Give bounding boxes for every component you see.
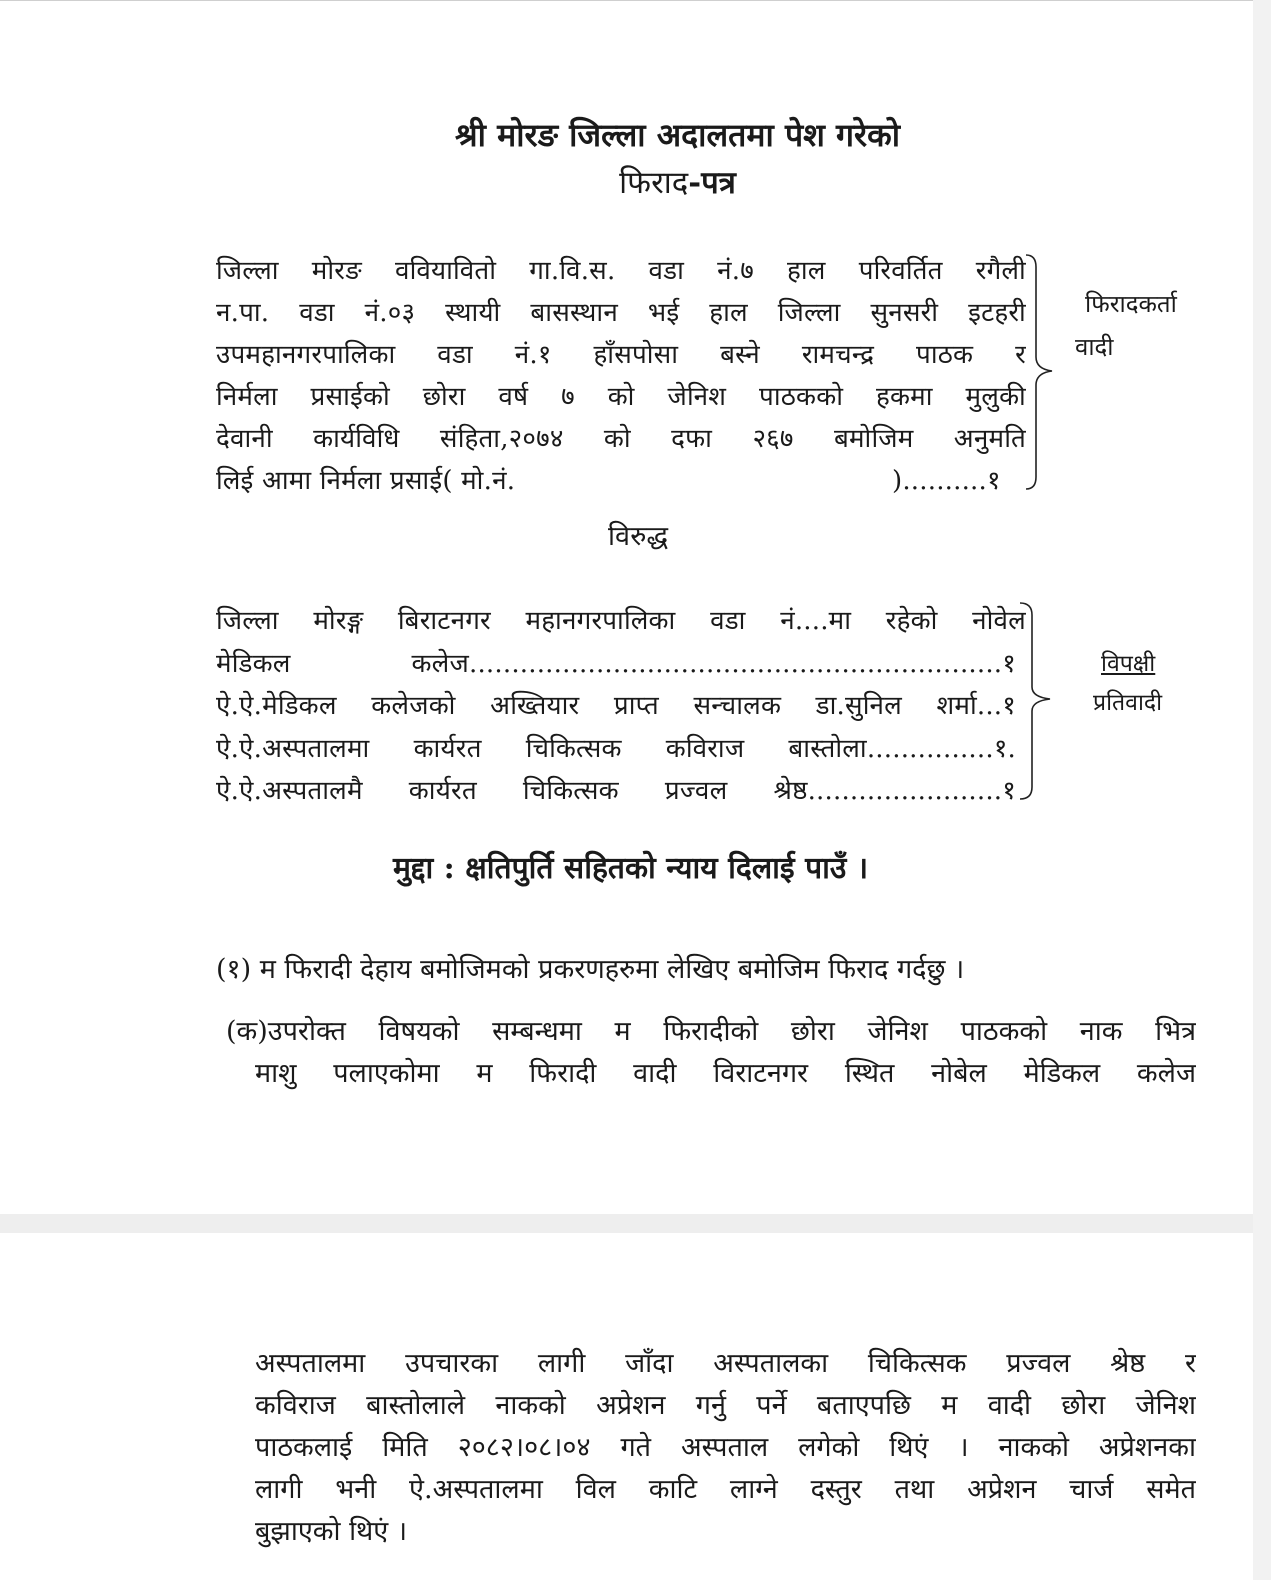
plaintiff-label-2: वादी (1075, 333, 1114, 361)
document-page-2 (0, 1233, 1253, 1580)
plaintiff-last-line-right: )..........१ (892, 466, 1001, 496)
defendants-label-2: प्रतिवादी (1093, 690, 1163, 716)
viewer-scroll-gutter (1253, 0, 1271, 1580)
defendant-line: ऐ.ऐ.अस्पतालमा कार्यरत चिकित्सक कविराज बास्तोला...............१. (216, 734, 1016, 764)
paragraph-ka-line: माशु पलाएकोमा म फिरादी वादी विराटनगर स्थित नोबेल मेडिकल कलेज (255, 1058, 1196, 1089)
subtitle-plain: फिराद (619, 165, 689, 201)
defendant-line: जिल्ला मोरङ्ग बिराटनगर महानगरपालिका वडा नं....मा रहेको नोवेल (216, 606, 1026, 636)
defendants-label-1: विपक्षी (1101, 651, 1156, 677)
paragraph-1: (१) म फिरादी देहाय बमोजिमको प्रकरणहरुमा लेखिए बमोजिम फिराद गर्दछु । (216, 954, 965, 985)
plaintiff-line: देवानी कार्यविधि संहिता,२०७४ को दफा २६७ बमोजिम अनुमति (216, 424, 1026, 454)
subtitle-bold: -पत्र (688, 165, 736, 201)
case-issue-heading: मुद्दा : क्षतिपुर्ति सहितको न्याय दिलाई पाउँ । (393, 851, 869, 886)
defendant-line: ऐ.ऐ.अस्पतालमै कार्यरत चिकित्सक प्रज्वल श्रेष्ठ.......................१ (216, 776, 1016, 806)
page2-line: लागी भनी ऐ.अस्पतालमा विल काटि लाग्ने दस्तुर तथा अप्रेशन चार्ज समेत (255, 1474, 1196, 1505)
plaintiff-brace-icon (1024, 253, 1058, 491)
plaintiff-line: उपमहानगरपालिका वडा नं.१ हाँसपोसा बस्ने रामचन्द्र पाठक र (216, 340, 1026, 370)
plaintiff-line: न.पा. वडा नं.०३ स्थायी बासस्थान भई हाल जिल्ला सुनसरी इटहरी (216, 298, 1026, 328)
versus-text: विरुद्ध (608, 521, 669, 552)
page2-line: कविराज बास्तोलाले नाकको अप्रेशन गर्नु पर्ने बताएपछि म वादी छोरा जेनिश (255, 1390, 1196, 1421)
page2-line: पाठकलाई मिति २०८२।०८।०४ गते अस्पताल लगेको थिएं । नाकको अप्रेशनका (255, 1432, 1196, 1463)
defendant-line: मेडिकल कलेज...............................................................१ (216, 649, 1016, 679)
page2-last-line: बुझाएको थिएं । (255, 1516, 408, 1547)
court-heading: श्री मोरङ जिल्ला अदालतमा पेश गरेको (455, 116, 900, 154)
document-type-heading (0, 161, 1271, 203)
plaintiff-label-1: फिरादकर्ता (1085, 290, 1177, 318)
paragraph-ka-line: (क)उपरोक्त विषयको सम्बन्धमा म फिरादीको छोरा जेनिश पाठकको नाक भित्र (226, 1016, 1196, 1047)
defendant-line: ऐ.ऐ.मेडिकल कलेजको अख्तियार प्राप्त सन्चालक डा.सुनिल शर्मा...१ (216, 691, 1016, 721)
plaintiff-line: निर्मला प्रसाईको छोरा वर्ष ७ को जेनिश पाठकको हकमा मुलुकी (216, 382, 1026, 412)
page2-line: अस्पतालमा उपचारका लागी जाँदा अस्पतालका चिकित्सक प्रज्वल श्रेष्ठ र (255, 1348, 1196, 1379)
defendants-brace-icon (1018, 601, 1058, 801)
plaintiff-line: जिल्ला मोरङ ववियावितो गा.वि.स. वडा नं.७ हाल परिवर्तित रगैली (216, 256, 1026, 286)
plaintiff-last-line-left: लिई आमा निर्मला प्रसाई( मो.नं. (216, 466, 516, 496)
